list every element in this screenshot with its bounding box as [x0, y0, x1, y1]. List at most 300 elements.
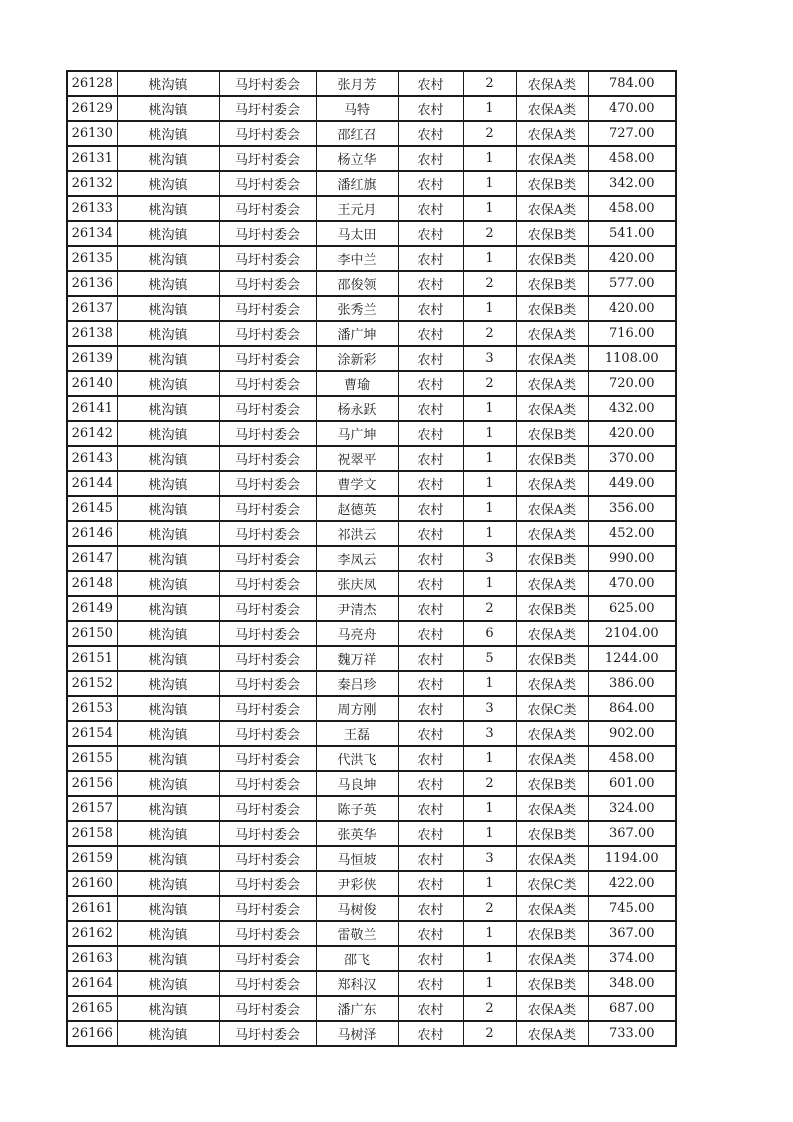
table-row	[67, 421, 676, 446]
cell-count: 2	[463, 771, 516, 796]
cell-amount: 990.00	[588, 546, 676, 571]
cell-name: 雷敬兰	[316, 921, 398, 946]
cell-name: 马太田	[316, 221, 398, 246]
cell-count: 1	[463, 296, 516, 321]
cell-id: 26142	[67, 421, 117, 446]
cell-town: 桃沟镇	[117, 71, 219, 96]
cell-name: 邵俊领	[316, 271, 398, 296]
cell-residence: 农村	[398, 196, 463, 221]
cell-category: 农保B类	[516, 821, 588, 846]
cell-town: 桃沟镇	[117, 546, 219, 571]
cell-amount: 458.00	[588, 196, 676, 221]
cell-id: 26151	[67, 646, 117, 671]
cell-name: 王磊	[316, 721, 398, 746]
cell-village: 马圩村委会	[219, 146, 316, 171]
cell-count: 2	[463, 596, 516, 621]
cell-residence: 农村	[398, 996, 463, 1021]
cell-town: 桃沟镇	[117, 271, 219, 296]
cell-count: 1	[463, 871, 516, 896]
cell-category: 农保C类	[516, 696, 588, 721]
cell-residence: 农村	[398, 821, 463, 846]
cell-id: 26148	[67, 571, 117, 596]
cell-village: 马圩村委会	[219, 121, 316, 146]
cell-category: 农保B类	[516, 296, 588, 321]
cell-name: 陈子英	[316, 796, 398, 821]
cell-town: 桃沟镇	[117, 196, 219, 221]
cell-village: 马圩村委会	[219, 771, 316, 796]
cell-amount: 625.00	[588, 596, 676, 621]
cell-village: 马圩村委会	[219, 971, 316, 996]
cell-residence: 农村	[398, 271, 463, 296]
cell-village: 马圩村委会	[219, 271, 316, 296]
cell-residence: 农村	[398, 721, 463, 746]
cell-amount: 420.00	[588, 246, 676, 271]
cell-count: 3	[463, 721, 516, 746]
cell-village: 马圩村委会	[219, 846, 316, 871]
cell-id: 26129	[67, 96, 117, 121]
cell-count: 3	[463, 346, 516, 371]
cell-id: 26144	[67, 471, 117, 496]
cell-residence: 农村	[398, 1021, 463, 1046]
cell-category: 农保A类	[516, 196, 588, 221]
cell-count: 1	[463, 971, 516, 996]
cell-id: 26158	[67, 821, 117, 846]
cell-amount: 370.00	[588, 446, 676, 471]
cell-count: 6	[463, 621, 516, 646]
cell-residence: 农村	[398, 696, 463, 721]
table-row	[67, 746, 676, 771]
cell-count: 2	[463, 1021, 516, 1046]
cell-amount: 367.00	[588, 821, 676, 846]
cell-residence: 农村	[398, 421, 463, 446]
table-row	[67, 221, 676, 246]
cell-residence: 农村	[398, 71, 463, 96]
cell-village: 马圩村委会	[219, 921, 316, 946]
cell-id: 26165	[67, 996, 117, 1021]
cell-name: 邵红召	[316, 121, 398, 146]
table-row	[67, 671, 676, 696]
cell-amount: 864.00	[588, 696, 676, 721]
cell-village: 马圩村委会	[219, 871, 316, 896]
cell-amount: 356.00	[588, 496, 676, 521]
cell-name: 赵德英	[316, 496, 398, 521]
cell-village: 马圩村委会	[219, 1021, 316, 1046]
cell-residence: 农村	[398, 296, 463, 321]
cell-category: 农保A类	[516, 396, 588, 421]
cell-residence: 农村	[398, 221, 463, 246]
cell-village: 马圩村委会	[219, 321, 316, 346]
cell-category: 农保A类	[516, 846, 588, 871]
cell-village: 马圩村委会	[219, 221, 316, 246]
cell-town: 桃沟镇	[117, 621, 219, 646]
table-row	[67, 321, 676, 346]
cell-category: 农保A类	[516, 371, 588, 396]
table-row	[67, 571, 676, 596]
cell-amount: 470.00	[588, 96, 676, 121]
cell-count: 1	[463, 446, 516, 471]
cell-count: 1	[463, 671, 516, 696]
table-row	[67, 121, 676, 146]
cell-residence: 农村	[398, 346, 463, 371]
cell-village: 马圩村委会	[219, 96, 316, 121]
table-row	[67, 521, 676, 546]
cell-category: 农保A类	[516, 946, 588, 971]
cell-name: 周方刚	[316, 696, 398, 721]
cell-id: 26128	[67, 71, 117, 96]
cell-town: 桃沟镇	[117, 846, 219, 871]
cell-count: 1	[463, 571, 516, 596]
cell-town: 桃沟镇	[117, 796, 219, 821]
cell-id: 26133	[67, 196, 117, 221]
cell-town: 桃沟镇	[117, 921, 219, 946]
cell-category: 农保A类	[516, 796, 588, 821]
table-row	[67, 246, 676, 271]
cell-name: 马良坤	[316, 771, 398, 796]
cell-town: 桃沟镇	[117, 146, 219, 171]
cell-village: 马圩村委会	[219, 646, 316, 671]
cell-id: 26149	[67, 596, 117, 621]
table-row	[67, 396, 676, 421]
cell-village: 马圩村委会	[219, 546, 316, 571]
cell-category: 农保A类	[516, 471, 588, 496]
cell-residence: 农村	[398, 121, 463, 146]
cell-residence: 农村	[398, 896, 463, 921]
table-row	[67, 946, 676, 971]
cell-amount: 720.00	[588, 371, 676, 396]
cell-category: 农保B类	[516, 421, 588, 446]
cell-town: 桃沟镇	[117, 421, 219, 446]
table-row	[67, 196, 676, 221]
cell-name: 涂新彩	[316, 346, 398, 371]
cell-count: 1	[463, 746, 516, 771]
table-body	[67, 71, 676, 1046]
cell-residence: 农村	[398, 796, 463, 821]
cell-residence: 农村	[398, 971, 463, 996]
cell-residence: 农村	[398, 571, 463, 596]
cell-residence: 农村	[398, 496, 463, 521]
table-row	[67, 796, 676, 821]
cell-town: 桃沟镇	[117, 446, 219, 471]
cell-category: 农保B类	[516, 646, 588, 671]
cell-village: 马圩村委会	[219, 571, 316, 596]
table-row	[67, 971, 676, 996]
cell-count: 1	[463, 821, 516, 846]
cell-name: 王元月	[316, 196, 398, 221]
cell-id: 26137	[67, 296, 117, 321]
cell-id: 26135	[67, 246, 117, 271]
cell-residence: 农村	[398, 171, 463, 196]
cell-count: 2	[463, 321, 516, 346]
cell-count: 3	[463, 696, 516, 721]
cell-category: 农保A类	[516, 496, 588, 521]
cell-name: 张庆凤	[316, 571, 398, 596]
cell-category: 农保A类	[516, 571, 588, 596]
cell-residence: 农村	[398, 546, 463, 571]
cell-name: 尹彩侠	[316, 871, 398, 896]
cell-id: 26164	[67, 971, 117, 996]
table-row	[67, 146, 676, 171]
cell-name: 杨立华	[316, 146, 398, 171]
cell-town: 桃沟镇	[117, 1021, 219, 1046]
cell-town: 桃沟镇	[117, 821, 219, 846]
cell-id: 26134	[67, 221, 117, 246]
cell-name: 尹清杰	[316, 596, 398, 621]
cell-town: 桃沟镇	[117, 596, 219, 621]
table-row	[67, 546, 676, 571]
cell-count: 1	[463, 171, 516, 196]
cell-name: 曹瑜	[316, 371, 398, 396]
cell-name: 祁洪云	[316, 521, 398, 546]
table-row	[67, 271, 676, 296]
cell-category: 农保A类	[516, 121, 588, 146]
cell-residence: 农村	[398, 146, 463, 171]
cell-count: 3	[463, 846, 516, 871]
cell-residence: 农村	[398, 521, 463, 546]
cell-town: 桃沟镇	[117, 696, 219, 721]
cell-category: 农保A类	[516, 996, 588, 1021]
cell-town: 桃沟镇	[117, 396, 219, 421]
cell-name: 李凤云	[316, 546, 398, 571]
cell-id: 26141	[67, 396, 117, 421]
cell-residence: 农村	[398, 371, 463, 396]
cell-town: 桃沟镇	[117, 671, 219, 696]
cell-amount: 727.00	[588, 121, 676, 146]
cell-amount: 784.00	[588, 71, 676, 96]
table-row	[67, 446, 676, 471]
cell-category: 农保A类	[516, 746, 588, 771]
cell-residence: 农村	[398, 596, 463, 621]
cell-village: 马圩村委会	[219, 246, 316, 271]
cell-category: 农保B类	[516, 171, 588, 196]
table-row	[67, 646, 676, 671]
cell-name: 代洪飞	[316, 746, 398, 771]
cell-village: 马圩村委会	[219, 746, 316, 771]
table-row	[67, 896, 676, 921]
cell-category: 农保A类	[516, 96, 588, 121]
table-row	[67, 171, 676, 196]
cell-town: 桃沟镇	[117, 96, 219, 121]
cell-village: 马圩村委会	[219, 896, 316, 921]
cell-village: 马圩村委会	[219, 196, 316, 221]
cell-id: 26146	[67, 521, 117, 546]
cell-amount: 745.00	[588, 896, 676, 921]
cell-town: 桃沟镇	[117, 996, 219, 1021]
cell-category: 农保B类	[516, 271, 588, 296]
cell-town: 桃沟镇	[117, 171, 219, 196]
cell-amount: 577.00	[588, 271, 676, 296]
cell-village: 马圩村委会	[219, 296, 316, 321]
cell-name: 马树泽	[316, 1021, 398, 1046]
cell-amount: 2104.00	[588, 621, 676, 646]
cell-count: 1	[463, 96, 516, 121]
cell-town: 桃沟镇	[117, 496, 219, 521]
cell-residence: 农村	[398, 671, 463, 696]
cell-village: 马圩村委会	[219, 996, 316, 1021]
table-row	[67, 721, 676, 746]
cell-id: 26156	[67, 771, 117, 796]
cell-id: 26139	[67, 346, 117, 371]
table-row	[67, 996, 676, 1021]
cell-village: 马圩村委会	[219, 596, 316, 621]
cell-count: 2	[463, 71, 516, 96]
cell-village: 马圩村委会	[219, 521, 316, 546]
cell-id: 26166	[67, 1021, 117, 1046]
cell-category: 农保A类	[516, 621, 588, 646]
cell-category: 农保B类	[516, 546, 588, 571]
cell-count: 2	[463, 121, 516, 146]
cell-name: 李中兰	[316, 246, 398, 271]
cell-amount: 716.00	[588, 321, 676, 346]
cell-name: 张月芳	[316, 71, 398, 96]
cell-town: 桃沟镇	[117, 246, 219, 271]
cell-town: 桃沟镇	[117, 321, 219, 346]
cell-count: 1	[463, 246, 516, 271]
cell-town: 桃沟镇	[117, 221, 219, 246]
cell-count: 1	[463, 146, 516, 171]
cell-count: 3	[463, 546, 516, 571]
cell-town: 桃沟镇	[117, 771, 219, 796]
cell-name: 潘红旗	[316, 171, 398, 196]
cell-name: 杨永跃	[316, 396, 398, 421]
cell-name: 马树俊	[316, 896, 398, 921]
cell-count: 2	[463, 371, 516, 396]
cell-id: 26157	[67, 796, 117, 821]
cell-id: 26159	[67, 846, 117, 871]
cell-amount: 458.00	[588, 146, 676, 171]
cell-count: 1	[463, 196, 516, 221]
cell-village: 马圩村委会	[219, 71, 316, 96]
cell-town: 桃沟镇	[117, 521, 219, 546]
cell-count: 1	[463, 396, 516, 421]
cell-residence: 农村	[398, 396, 463, 421]
cell-amount: 452.00	[588, 521, 676, 546]
cell-village: 马圩村委会	[219, 796, 316, 821]
cell-village: 马圩村委会	[219, 446, 316, 471]
cell-category: 农保A类	[516, 71, 588, 96]
cell-amount: 374.00	[588, 946, 676, 971]
cell-id: 26131	[67, 146, 117, 171]
cell-village: 马圩村委会	[219, 421, 316, 446]
cell-name: 祝翠平	[316, 446, 398, 471]
table-row	[67, 921, 676, 946]
cell-category: 农保A类	[516, 146, 588, 171]
cell-id: 26155	[67, 746, 117, 771]
table-row	[67, 846, 676, 871]
cell-id: 26163	[67, 946, 117, 971]
cell-town: 桃沟镇	[117, 121, 219, 146]
cell-amount: 1244.00	[588, 646, 676, 671]
cell-town: 桃沟镇	[117, 746, 219, 771]
cell-id: 26147	[67, 546, 117, 571]
cell-amount: 470.00	[588, 571, 676, 596]
cell-id: 26145	[67, 496, 117, 521]
cell-residence: 农村	[398, 246, 463, 271]
cell-amount: 422.00	[588, 871, 676, 896]
cell-town: 桃沟镇	[117, 971, 219, 996]
cell-category: 农保A类	[516, 1021, 588, 1046]
cell-amount: 458.00	[588, 746, 676, 771]
cell-name: 马广坤	[316, 421, 398, 446]
cell-amount: 1108.00	[588, 346, 676, 371]
cell-residence: 农村	[398, 746, 463, 771]
cell-id: 26153	[67, 696, 117, 721]
cell-amount: 432.00	[588, 396, 676, 421]
cell-amount: 386.00	[588, 671, 676, 696]
cell-category: 农保B类	[516, 971, 588, 996]
cell-category: 农保A类	[516, 346, 588, 371]
cell-id: 26130	[67, 121, 117, 146]
cell-residence: 农村	[398, 621, 463, 646]
cell-amount: 342.00	[588, 171, 676, 196]
cell-village: 马圩村委会	[219, 396, 316, 421]
cell-amount: 420.00	[588, 296, 676, 321]
cell-town: 桃沟镇	[117, 646, 219, 671]
cell-village: 马圩村委会	[219, 946, 316, 971]
table-row	[67, 346, 676, 371]
cell-category: 农保B类	[516, 771, 588, 796]
cell-count: 1	[463, 521, 516, 546]
cell-village: 马圩村委会	[219, 696, 316, 721]
cell-category: 农保B类	[516, 921, 588, 946]
cell-amount: 420.00	[588, 421, 676, 446]
cell-amount: 902.00	[588, 721, 676, 746]
cell-category: 农保A类	[516, 671, 588, 696]
cell-count: 2	[463, 271, 516, 296]
cell-town: 桃沟镇	[117, 346, 219, 371]
cell-residence: 农村	[398, 471, 463, 496]
cell-amount: 348.00	[588, 971, 676, 996]
cell-town: 桃沟镇	[117, 571, 219, 596]
cell-village: 马圩村委会	[219, 171, 316, 196]
cell-residence: 农村	[398, 646, 463, 671]
cell-amount: 541.00	[588, 221, 676, 246]
table-row	[67, 821, 676, 846]
cell-id: 26132	[67, 171, 117, 196]
cell-id: 26150	[67, 621, 117, 646]
cell-count: 5	[463, 646, 516, 671]
cell-village: 马圩村委会	[219, 621, 316, 646]
cell-town: 桃沟镇	[117, 371, 219, 396]
cell-residence: 农村	[398, 921, 463, 946]
cell-amount: 324.00	[588, 796, 676, 821]
cell-village: 马圩村委会	[219, 371, 316, 396]
cell-amount: 601.00	[588, 771, 676, 796]
cell-name: 张英华	[316, 821, 398, 846]
cell-category: 农保A类	[516, 521, 588, 546]
benefits-table	[66, 70, 677, 1047]
table-row	[67, 871, 676, 896]
cell-name: 潘广坤	[316, 321, 398, 346]
cell-name: 郑科汉	[316, 971, 398, 996]
cell-category: 农保B类	[516, 596, 588, 621]
cell-residence: 农村	[398, 946, 463, 971]
cell-count: 1	[463, 946, 516, 971]
cell-category: 农保B类	[516, 246, 588, 271]
cell-name: 秦吕珍	[316, 671, 398, 696]
cell-village: 马圩村委会	[219, 821, 316, 846]
cell-name: 张秀兰	[316, 296, 398, 321]
cell-town: 桃沟镇	[117, 896, 219, 921]
cell-name: 马特	[316, 96, 398, 121]
cell-id: 26162	[67, 921, 117, 946]
cell-name: 魏万祥	[316, 646, 398, 671]
cell-town: 桃沟镇	[117, 871, 219, 896]
cell-amount: 449.00	[588, 471, 676, 496]
table-row	[67, 596, 676, 621]
table-row	[67, 371, 676, 396]
cell-residence: 农村	[398, 871, 463, 896]
cell-category: 农保B类	[516, 446, 588, 471]
